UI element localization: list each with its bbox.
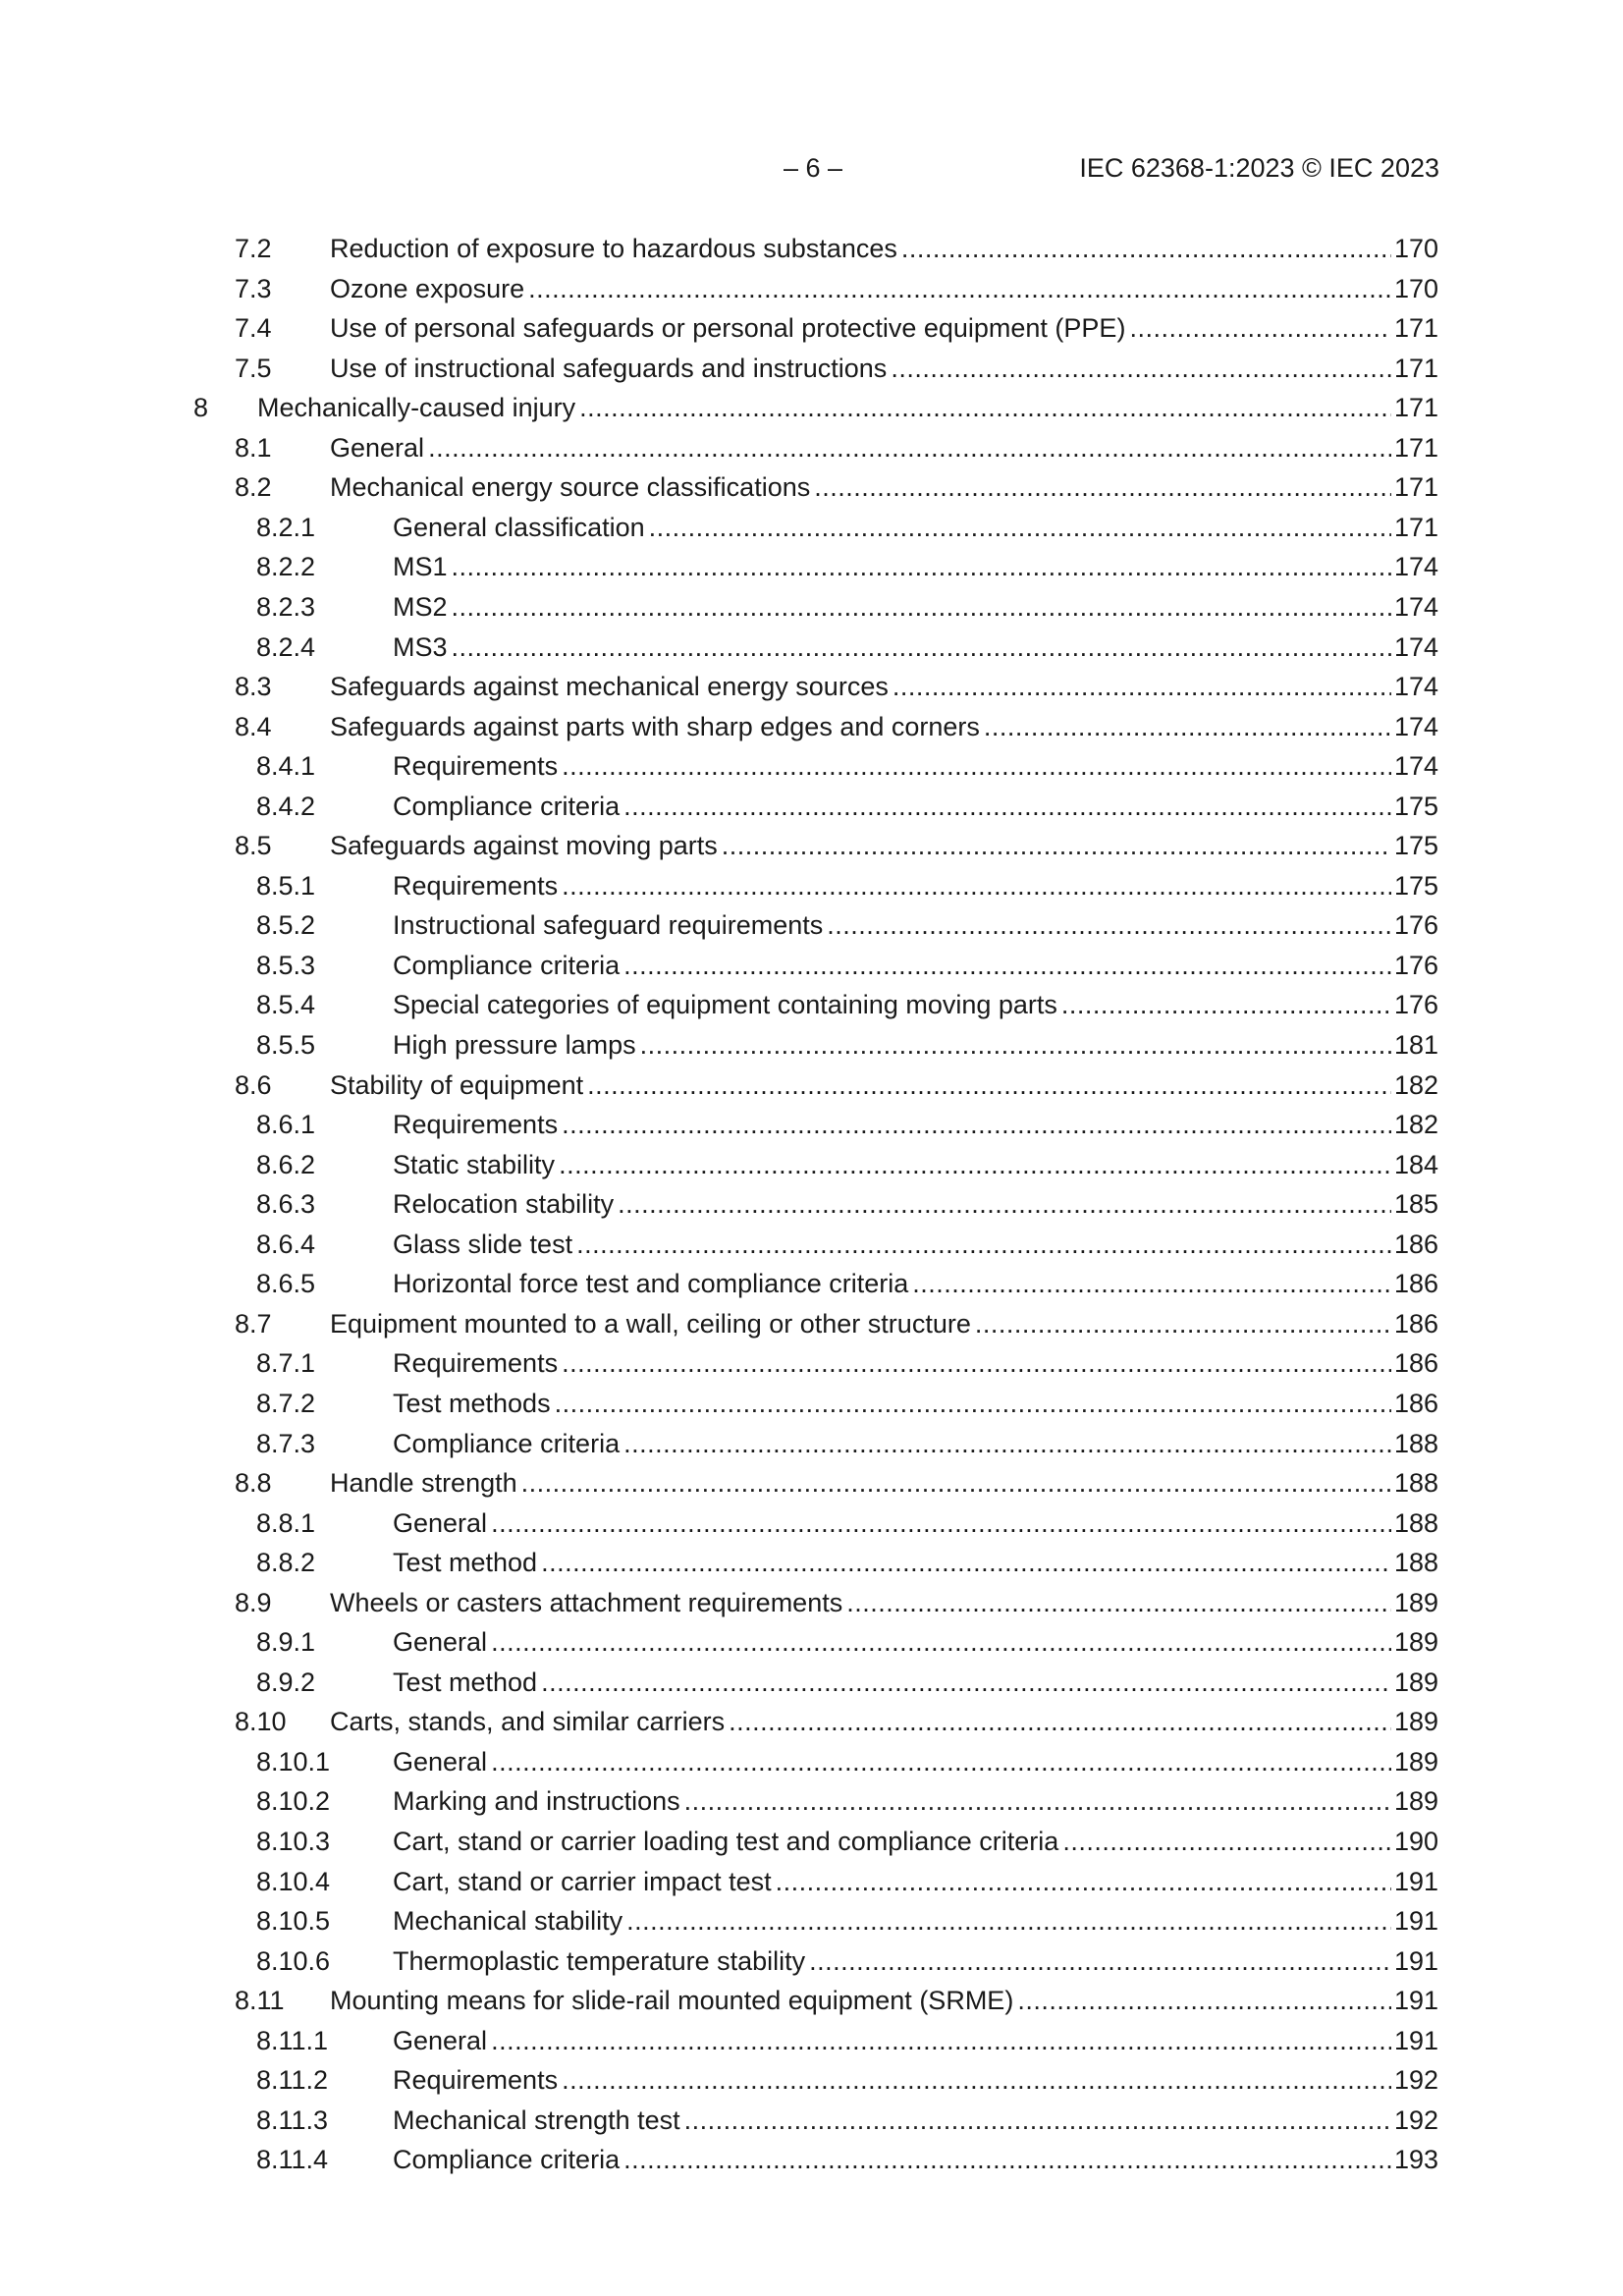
toc-entry-line	[393, 1503, 1438, 1543]
toc-entry-page: 191	[1393, 1945, 1438, 1976]
toc-entry-page: 188	[1393, 1428, 1438, 1458]
toc-entry-page: 174	[1393, 751, 1438, 782]
toc-entry-line	[393, 628, 1438, 667]
toc-entry[interactable]	[0, 628, 1623, 667]
toc-entry-number: 8.5.5	[256, 1030, 316, 1060]
toc-entry-line	[393, 1343, 1438, 1383]
toc-entry-title: Safeguards against mechanical energy sources	[330, 672, 889, 702]
toc-entry-page: 186	[1393, 1269, 1438, 1299]
toc-entry[interactable]	[0, 905, 1623, 945]
toc-entry[interactable]	[0, 1145, 1623, 1184]
toc-entry[interactable]	[0, 508, 1623, 547]
dot-leader	[891, 349, 1391, 388]
toc-entry-number: 8.11.4	[256, 2145, 329, 2175]
toc-entry-line	[393, 547, 1438, 586]
dot-leader	[1062, 1822, 1391, 1861]
toc-entry-title: Cart, stand or carrier impact test	[393, 1866, 772, 1896]
toc-entry-number: 8.6	[235, 1069, 272, 1100]
dot-leader	[623, 787, 1391, 826]
toc-entry[interactable]	[0, 229, 1623, 268]
toc-entry[interactable]	[0, 1264, 1623, 1303]
toc-entry-page: 189	[1393, 1746, 1438, 1777]
toc-entry-page: 189	[1393, 1627, 1438, 1658]
toc-entry-number: 8.2.1	[256, 512, 316, 542]
toc-entry-page: 171	[1393, 353, 1438, 383]
dot-leader	[623, 1424, 1391, 1463]
dot-leader	[528, 269, 1391, 308]
toc-entry-line	[393, 2060, 1438, 2100]
toc-entry[interactable]	[0, 1941, 1623, 1981]
toc-entry[interactable]	[0, 1981, 1623, 2020]
dot-leader	[1017, 1981, 1391, 2020]
toc-entry[interactable]	[0, 1742, 1623, 1781]
toc-entry-line	[330, 1463, 1438, 1503]
toc-entry-line	[330, 1066, 1438, 1105]
dot-leader	[562, 746, 1391, 786]
toc-entry-line	[393, 1184, 1438, 1224]
toc-entry-page: 186	[1393, 1348, 1438, 1379]
toc-entry-line	[393, 866, 1438, 905]
toc-entry-line	[393, 1901, 1438, 1941]
dot-leader	[649, 508, 1391, 547]
toc-entry[interactable]	[0, 866, 1623, 905]
toc-entry-line	[257, 388, 1438, 427]
toc-entry-title: Compliance criteria	[393, 950, 621, 980]
toc-entry-line	[330, 229, 1438, 268]
toc-entry-number: 8.6.1	[256, 1110, 316, 1140]
toc-entry-number: 8.6.3	[256, 1189, 316, 1220]
dot-leader	[722, 826, 1391, 865]
toc-entry-title: Ozone exposure	[330, 273, 525, 303]
toc-entry-page: 174	[1393, 672, 1438, 702]
toc-entry-page: 174	[1393, 711, 1438, 741]
toc-entry[interactable]	[0, 1702, 1623, 1741]
toc-entry-number: 8.2.3	[256, 591, 316, 622]
toc-entry-title: Safeguards against moving parts	[330, 831, 718, 861]
toc-entry-title: Relocation stability	[393, 1189, 615, 1220]
dot-leader	[576, 1225, 1391, 1264]
toc-entry-title: Test method	[393, 1548, 538, 1578]
toc-entry[interactable]	[0, 428, 1623, 467]
toc-entry-line	[393, 1105, 1438, 1144]
toc-entry-number: 8.9.1	[256, 1627, 316, 1658]
toc-entry[interactable]	[0, 1343, 1623, 1383]
toc-entry-number: 8.7.3	[256, 1428, 316, 1458]
toc-entry-page: 181	[1393, 1030, 1438, 1060]
toc-entry-line	[393, 905, 1438, 945]
toc-entry[interactable]	[0, 269, 1623, 308]
dot-leader	[491, 1742, 1391, 1781]
toc-entry-line	[330, 1583, 1438, 1622]
toc-entry-page: 175	[1393, 831, 1438, 861]
page-header	[0, 153, 1623, 192]
toc-entry-title: Requirements	[393, 1110, 559, 1140]
toc-entry-page: 174	[1393, 552, 1438, 582]
toc-entry-number: 8.11	[235, 1986, 285, 2016]
toc-entry-title: Cart, stand or carrier loading test and compliance criteria	[393, 1827, 1059, 1856]
toc-entry-line	[393, 1862, 1438, 1901]
toc-entry-title: Requirements	[393, 751, 559, 782]
toc-entry-page: 190	[1393, 1827, 1438, 1856]
toc-entry-line	[393, 1384, 1438, 1423]
toc-entry[interactable]	[0, 1583, 1623, 1622]
toc-entry-page: 170	[1393, 273, 1438, 303]
toc-entry-number: 8.10.2	[256, 1786, 331, 1817]
toc-entry-page: 193	[1393, 2145, 1438, 2175]
toc-entry-title: Thermoplastic temperature stability	[393, 1945, 806, 1976]
toc-entry-line	[393, 1941, 1438, 1981]
toc-entry-number: 8.2.2	[256, 552, 316, 582]
dot-leader	[491, 2021, 1391, 2060]
toc-entry[interactable]	[0, 1424, 1623, 1463]
toc-entry-line	[393, 587, 1438, 627]
toc-entry[interactable]	[0, 1066, 1623, 1105]
toc-entry-number: 8.10	[235, 1707, 287, 1737]
toc-entry-line	[330, 1702, 1438, 1741]
toc-entry-number: 8.10.3	[256, 1827, 331, 1856]
toc-entry-page: 192	[1393, 2105, 1438, 2135]
toc-entry-line	[393, 2101, 1438, 2140]
toc-entry-number: 8.8	[235, 1468, 272, 1499]
dot-leader	[1061, 985, 1391, 1024]
toc-entry-title: Wheels or casters attachment requirements	[330, 1587, 843, 1617]
toc-entry-page: 189	[1393, 1587, 1438, 1617]
toc-entry-title: Requirements	[393, 2065, 559, 2096]
toc-entry[interactable]	[0, 1025, 1623, 1065]
toc-entry-title: Test methods	[393, 1388, 551, 1418]
toc-entry-number: 8.5.2	[256, 910, 316, 941]
toc-entry-title: Static stability	[393, 1149, 556, 1179]
toc-entry-line	[393, 746, 1438, 786]
toc-entry-number: 8.8.1	[256, 1507, 316, 1538]
toc-entry-title: Compliance criteria	[393, 1428, 621, 1458]
toc-entry-line	[330, 428, 1438, 467]
toc-entry-number: 8.10.4	[256, 1866, 331, 1896]
toc-entry-number: 8.9	[235, 1587, 272, 1617]
toc-entry-number: 8	[193, 393, 209, 423]
toc-entry-title: Carts, stands, and similar carriers	[330, 1707, 726, 1737]
toc-entry-number: 8.10.5	[256, 1906, 331, 1937]
dot-leader	[452, 628, 1391, 667]
toc-entry-title: Glass slide test	[393, 1229, 573, 1259]
toc-entry-title: Reduction of exposure to hazardous substances	[330, 234, 897, 263]
toc-entry-page: 186	[1393, 1229, 1438, 1259]
toc-entry[interactable]	[0, 985, 1623, 1024]
toc-entry-page: 176	[1393, 990, 1438, 1020]
toc-entry-line	[393, 1264, 1438, 1303]
toc-entry-page: 171	[1393, 472, 1438, 503]
toc-entry-page: 191	[1393, 1986, 1438, 2016]
toc-entry[interactable]	[0, 787, 1623, 826]
toc-entry[interactable]	[0, 1304, 1623, 1343]
toc-entry-title: Use of personal safeguards or personal protective equipment (PPE)	[330, 313, 1126, 344]
toc-entry-line	[330, 308, 1438, 348]
toc-entry-number: 7.2	[235, 234, 272, 263]
toc-entry-title: Compliance criteria	[393, 791, 621, 821]
toc-entry-number: 8.6.4	[256, 1229, 316, 1259]
toc-entry[interactable]	[0, 1225, 1623, 1264]
toc-entry-page: 175	[1393, 791, 1438, 821]
toc-entry-page: 189	[1393, 1667, 1438, 1697]
toc-entry-title: Test method	[393, 1667, 538, 1697]
dot-leader	[491, 1622, 1391, 1662]
toc-entry[interactable]	[0, 1862, 1623, 1901]
toc-entry-line	[393, 1663, 1438, 1702]
dot-leader	[809, 1941, 1391, 1981]
toc-entry-line	[330, 269, 1438, 308]
toc-entry-line	[393, 1025, 1438, 1065]
document-id: IEC 62368-1:2023 © IEC 2023	[1079, 153, 1439, 183]
toc-entry-line	[330, 1981, 1438, 2020]
toc-entry[interactable]	[0, 1503, 1623, 1543]
toc-entry-number: 7.5	[235, 353, 272, 383]
toc-entry-number: 7.4	[235, 313, 272, 344]
dot-leader	[587, 1066, 1391, 1105]
toc-entry[interactable]	[0, 826, 1623, 865]
toc-entry-number: 8.7.2	[256, 1388, 316, 1418]
toc-entry[interactable]	[0, 2101, 1623, 2140]
toc-entry-number: 8.4	[235, 711, 272, 741]
toc-entry-number: 8.4.1	[256, 751, 316, 782]
toc-entry-line	[393, 787, 1438, 826]
toc-entry-line	[393, 2021, 1438, 2060]
dot-leader	[684, 2101, 1391, 2140]
toc-entry-page: 182	[1393, 1069, 1438, 1100]
toc-entry-title: Instructional safeguard requirements	[393, 910, 824, 941]
toc-entry-page: 186	[1393, 1388, 1438, 1418]
toc-entry-line	[393, 1145, 1438, 1184]
toc-entry-number: 8.5.1	[256, 870, 316, 901]
toc-entry-page: 184	[1393, 1149, 1438, 1179]
toc-entry-line	[330, 667, 1438, 706]
toc-entry[interactable]	[0, 308, 1623, 348]
toc-entry-line	[330, 349, 1438, 388]
toc-entry[interactable]	[0, 1184, 1623, 1224]
dot-leader	[984, 707, 1391, 746]
toc-entry[interactable]	[0, 707, 1623, 746]
toc-entry-number: 8.6.2	[256, 1149, 316, 1179]
dot-leader	[626, 1901, 1391, 1941]
page-number: – 6 –	[784, 153, 843, 183]
toc-entry-number: 8.9.2	[256, 1667, 316, 1697]
toc-entry-page: 188	[1393, 1507, 1438, 1538]
toc-entry-page: 175	[1393, 870, 1438, 901]
dot-leader	[428, 428, 1391, 467]
dot-leader	[618, 1184, 1391, 1224]
toc-entry-page: 174	[1393, 591, 1438, 622]
toc-entry[interactable]	[0, 1663, 1623, 1702]
dot-leader	[562, 1105, 1391, 1144]
toc-entry[interactable]	[0, 2140, 1623, 2179]
toc-entry-number: 8.10.6	[256, 1945, 331, 1976]
toc-entry-title: Special categories of equipment containing moving parts	[393, 990, 1057, 1020]
toc-entry-title: General	[393, 1746, 488, 1777]
toc-entry-number: 8.11.1	[256, 2025, 329, 2055]
dot-leader	[901, 229, 1391, 268]
toc-entry-title: Mechanical stability	[393, 1906, 623, 1937]
toc-entry[interactable]	[0, 946, 1623, 985]
toc-entry-title: High pressure lamps	[393, 1030, 636, 1060]
toc-entry-page: 171	[1393, 313, 1438, 344]
toc-entry-number: 8.2.4	[256, 631, 316, 662]
toc-entry-number: 8.11.3	[256, 2105, 329, 2135]
toc-entry-number: 8.7.1	[256, 1348, 316, 1379]
toc-entry-title: Mechanical strength test	[393, 2105, 680, 2135]
toc-entry-line	[393, 1781, 1438, 1821]
toc-entry-title: Use of instructional safeguards and instructions	[330, 353, 888, 383]
toc-entry-page: 176	[1393, 910, 1438, 941]
toc-entry-page: 191	[1393, 1866, 1438, 1896]
toc-entry[interactable]	[0, 388, 1623, 427]
toc-entry-page: 176	[1393, 950, 1438, 980]
toc-entry-line	[393, 508, 1438, 547]
toc-entry[interactable]	[0, 1822, 1623, 1861]
toc-entry-page: 188	[1393, 1468, 1438, 1499]
toc-entry-title: Compliance criteria	[393, 2145, 621, 2175]
toc-entry-page: 192	[1393, 2065, 1438, 2096]
toc-entry[interactable]	[0, 2060, 1623, 2100]
toc-entry-number: 8.5	[235, 831, 272, 861]
toc-entry-title: General	[393, 1627, 488, 1658]
dot-leader	[562, 1343, 1391, 1383]
dot-leader	[893, 667, 1391, 706]
toc-entry-title: MS1	[393, 552, 448, 582]
toc-entry-title: General	[393, 2025, 488, 2055]
toc-entry[interactable]	[0, 349, 1623, 388]
dot-leader	[562, 2060, 1391, 2100]
dot-leader	[452, 547, 1391, 586]
dot-leader	[541, 1543, 1391, 1582]
toc-entry-number: 8.6.5	[256, 1269, 316, 1299]
dot-leader	[827, 905, 1391, 945]
toc-entry-number: 8.5.4	[256, 990, 316, 1020]
toc-entry-title: Mechanical energy source classifications	[330, 472, 811, 503]
dot-leader	[729, 1702, 1391, 1741]
toc-entry[interactable]	[0, 1781, 1623, 1821]
toc-entry[interactable]	[0, 746, 1623, 786]
toc-entry-title: Marking and instructions	[393, 1786, 680, 1817]
toc-entry-number: 8.10.1	[256, 1746, 331, 1777]
toc-entry-line	[393, 1424, 1438, 1463]
toc-entry-title: Mechanically-caused injury	[257, 393, 576, 423]
toc-entry-page: 189	[1393, 1786, 1438, 1817]
toc-entry[interactable]	[0, 1543, 1623, 1582]
toc-entry-page: 171	[1393, 393, 1438, 423]
toc-entry-line	[393, 1622, 1438, 1662]
toc-entry-title: Horizontal force test and compliance criteria	[393, 1269, 909, 1299]
dot-leader	[975, 1304, 1391, 1343]
toc-entry[interactable]	[0, 667, 1623, 706]
toc-entry-title: Equipment mounted to a wall, ceiling or other structure	[330, 1308, 971, 1339]
toc-entry-title: General classification	[393, 512, 645, 542]
toc-entry-line	[330, 707, 1438, 746]
toc-entry-title: MS2	[393, 591, 448, 622]
toc-entry-page: 189	[1393, 1707, 1438, 1737]
toc-entry[interactable]	[0, 1901, 1623, 1941]
toc-entry-title: General	[393, 1507, 488, 1538]
dot-leader	[623, 946, 1391, 985]
toc-entry-page: 186	[1393, 1308, 1438, 1339]
toc-entry-number: 8.7	[235, 1308, 272, 1339]
dot-leader	[491, 1503, 1391, 1543]
toc-entry[interactable]	[0, 1105, 1623, 1144]
toc-entry[interactable]	[0, 2021, 1623, 2060]
dot-leader	[521, 1463, 1391, 1503]
toc-entry-number: 8.3	[235, 672, 272, 702]
toc-entry[interactable]	[0, 547, 1623, 586]
dot-leader	[640, 1025, 1391, 1065]
toc-entry[interactable]	[0, 1384, 1623, 1423]
toc-entry-page: 174	[1393, 631, 1438, 662]
toc-entry-line	[393, 985, 1438, 1024]
toc-entry-page: 191	[1393, 2025, 1438, 2055]
toc-entry-title: Stability of equipment	[330, 1069, 584, 1100]
toc-entry-page: 185	[1393, 1189, 1438, 1220]
toc-entry-number: 8.5.3	[256, 950, 316, 980]
toc-entry-page: 170	[1393, 234, 1438, 263]
toc-entry-number: 8.4.2	[256, 791, 316, 821]
toc-entry-number: 8.2	[235, 472, 272, 503]
toc-entry-number: 8.11.2	[256, 2065, 329, 2096]
toc-entry-title: Handle strength	[330, 1468, 517, 1499]
toc-entry-line	[330, 1304, 1438, 1343]
dot-leader	[776, 1862, 1391, 1901]
dot-leader	[555, 1384, 1391, 1423]
toc-entry-line	[330, 467, 1438, 507]
toc-entry[interactable]	[0, 467, 1623, 507]
toc-entry-title: Requirements	[393, 870, 559, 901]
dot-leader	[684, 1781, 1391, 1821]
dot-leader	[559, 1145, 1391, 1184]
toc-entry-title: General	[330, 432, 425, 463]
toc-entry-number: 7.3	[235, 273, 272, 303]
toc-entry-line	[393, 2140, 1438, 2179]
toc-entry-title: MS3	[393, 631, 448, 662]
toc-entry-line	[393, 1742, 1438, 1781]
toc-entry-number: 8.1	[235, 432, 272, 463]
dot-leader	[814, 467, 1391, 507]
toc-entry-line	[393, 1543, 1438, 1582]
dot-leader	[846, 1583, 1391, 1622]
dot-leader	[579, 388, 1391, 427]
toc-entry-page: 171	[1393, 512, 1438, 542]
toc-entry-title: Mounting means for slide-rail mounted equipment (SRME)	[330, 1986, 1014, 2016]
toc-entry[interactable]	[0, 1622, 1623, 1662]
toc-entry-title: Safeguards against parts with sharp edges and corners	[330, 711, 980, 741]
dot-leader	[912, 1264, 1391, 1303]
dot-leader	[541, 1663, 1391, 1702]
toc-entry-line	[393, 946, 1438, 985]
toc-entry-line	[393, 1225, 1438, 1264]
toc-entry-page: 191	[1393, 1906, 1438, 1937]
toc-entry[interactable]	[0, 587, 1623, 627]
toc-entry-line	[393, 1822, 1438, 1861]
toc-entry-number: 8.8.2	[256, 1548, 316, 1578]
toc-entry[interactable]	[0, 1463, 1623, 1503]
dot-leader	[562, 866, 1391, 905]
toc-entry-page: 171	[1393, 432, 1438, 463]
toc-entry-page: 182	[1393, 1110, 1438, 1140]
dot-leader	[452, 587, 1391, 627]
toc-entry-page: 188	[1393, 1548, 1438, 1578]
dot-leader	[1129, 308, 1391, 348]
toc-entry-title: Requirements	[393, 1348, 559, 1379]
dot-leader	[623, 2140, 1391, 2179]
toc-entry-line	[330, 826, 1438, 865]
